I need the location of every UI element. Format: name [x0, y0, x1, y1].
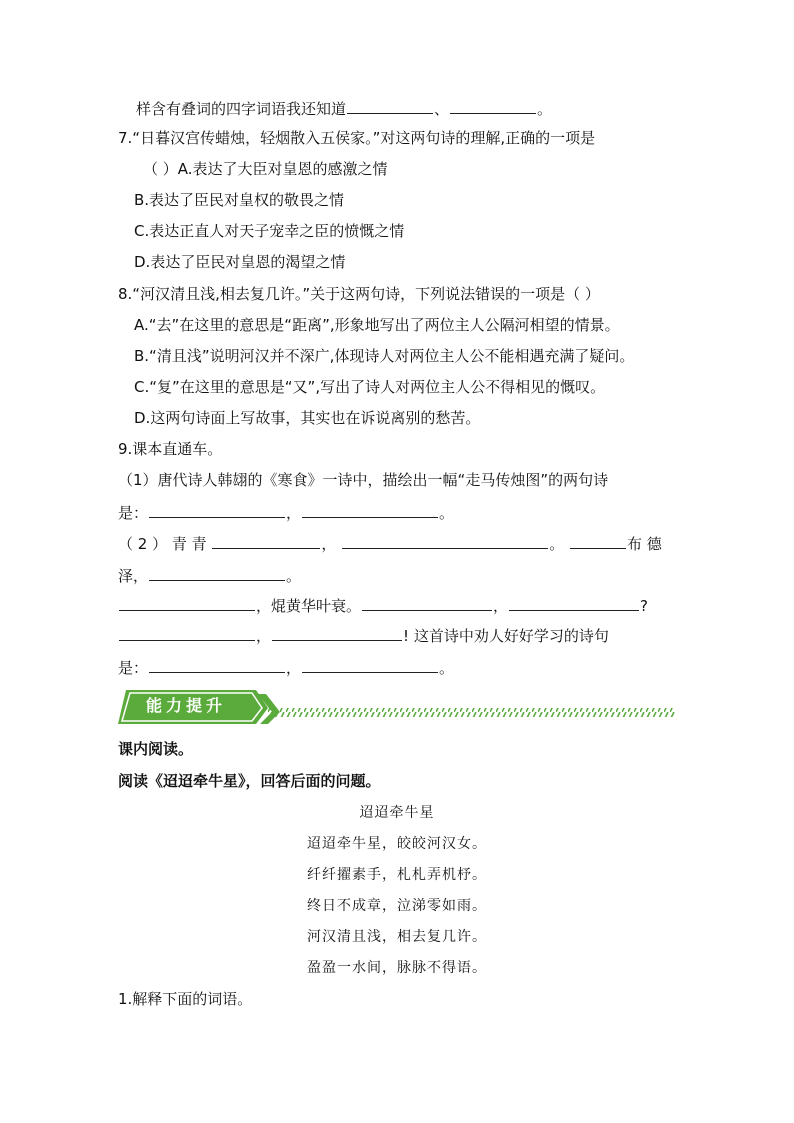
q8-option-d: D.这两句诗面上写故事，其实也在诉说离别的愁苦。 — [134, 409, 481, 427]
q9-p1-blank-2[interactable] — [302, 502, 438, 518]
q9-p2-blank-2[interactable] — [342, 533, 548, 549]
poem-line: 河汉清且浅，相去复几许。 — [307, 929, 487, 945]
q6-blank-2[interactable] — [450, 98, 536, 114]
q8-option-a: A.“去”在这里的意思是“距离”,形象地写出了两位主人公隔河相望的情景。 — [134, 316, 620, 334]
q6-sep: 、 — [434, 100, 450, 118]
q7-option-c: C.表达正直人对天子宠幸之臣的愤慨之情 — [134, 222, 405, 240]
q9-p2-period-2: 。 — [286, 567, 302, 585]
q9-p2-comma-2: ， — [493, 597, 509, 615]
poem-line: 迢迢牵牛星，皎皎河汉女。 — [307, 836, 487, 852]
q9-part1: （1）唐代诗人韩翃的《寒食》一诗中，描绘出一幅“走马传烛图”的两句诗 — [118, 471, 609, 489]
q9-p2-qmark: ? — [640, 597, 648, 615]
q9-title: 9.课本直通车。 — [118, 440, 223, 458]
poem-line: 纤纤擢素手，札札弄机杼。 — [307, 867, 487, 883]
q9-p2-period-3: 。 — [439, 659, 455, 677]
q7-answer-paren[interactable]: （ ） — [143, 160, 178, 178]
q9-p2-blank-7[interactable] — [509, 595, 639, 611]
banner-title: 能力提升 — [145, 696, 226, 715]
q9-p2-comma-4: ， — [286, 659, 302, 677]
q9-p2-prefix: 是： — [118, 659, 149, 677]
q9-p2-period-1: 。 — [549, 535, 565, 553]
q7-stem: 7.“日暮汉宫传蜡烛，轻烟散入五侯家。”对这两句诗的理解,正确的一项是 — [118, 129, 596, 147]
q7-option-a: A.表达了大臣对皇恩的感激之情 — [177, 160, 388, 178]
q9-p1-comma: ， — [286, 504, 302, 522]
reading-question-1: 1.解释下面的词语。 — [118, 990, 253, 1008]
poem-title: 迢迢牵牛星 — [359, 805, 435, 821]
poem-line: 盈盈一水间，脉脉不得语。 — [307, 960, 487, 976]
q9-p1-period: 。 — [439, 504, 455, 522]
q8-option-b: B.“清且浅”说明河汉并不深广,体现诗人对两位主人公不能相遇充满了疑问。 — [134, 347, 635, 365]
q9-p2-comma-1: ， — [321, 535, 337, 553]
q9-p2-blank-10[interactable] — [149, 657, 285, 673]
q6-text: 样含有叠词的四字词语我还知道 — [136, 100, 347, 118]
q6-blank-1[interactable] — [347, 98, 433, 114]
q9-p2-blank-3[interactable] — [570, 533, 626, 549]
q7-option-a-line — [143, 159, 388, 179]
q8-stem: 8.“河汉清且浅,相去复几许。”关于这两句诗，下列说法错误的一项是（ ） — [118, 285, 600, 303]
q9-p2-blank-8[interactable] — [119, 625, 255, 641]
q9-part2-line2 — [118, 565, 301, 586]
q9-p2-wither: ，焜黄华叶衰。 — [256, 597, 362, 615]
q9-p2-blank-11[interactable] — [302, 657, 438, 673]
banner-hatch-strip — [268, 708, 676, 717]
q9-p1-prefix: 是： — [118, 504, 149, 522]
q9-part2-line4 — [118, 625, 609, 646]
q9-p2-bu-de: 布 德 — [627, 535, 662, 553]
q9-p2-comma-3: ， — [256, 627, 272, 645]
q9-p2-label: （ 2 ） 青 青 — [118, 535, 207, 553]
q9-p2-excl: ! — [403, 627, 410, 645]
q9-part1-answer-line — [118, 502, 454, 523]
poem-line: 终日不成章，泣涕零如雨。 — [307, 898, 487, 914]
q9-part2-line1 — [118, 533, 662, 554]
q9-p2-blank-6[interactable] — [362, 595, 492, 611]
q6-line — [136, 98, 552, 119]
q9-p1-blank-1[interactable] — [149, 502, 285, 518]
q9-p2-blank-9[interactable] — [272, 625, 402, 641]
reading-instruction: 阅读《迢迢牵牛星》，回答后面的问题。 — [118, 772, 381, 790]
q6-end: 。 — [537, 100, 553, 118]
q8-option-c: C.“复”在这里的意思是“又”,写出了诗人对两位主人公不得相见的慨叹。 — [134, 378, 606, 396]
q7-option-b: B.表达了臣民对皇权的敬畏之情 — [134, 191, 345, 209]
section-banner — [118, 688, 676, 726]
q7-option-d: D.表达了臣民对皇恩的渴望之情 — [134, 253, 346, 271]
q9-p2-tail: 这首诗中劝人好好学习的诗句 — [413, 627, 609, 645]
reading-heading: 课内阅读。 — [118, 740, 194, 758]
q9-part2-line3 — [118, 595, 648, 616]
q9-p2-blank-1[interactable] — [212, 533, 320, 549]
q9-p2-blank-5[interactable] — [119, 595, 255, 611]
q9-part2-line5 — [118, 657, 454, 678]
q9-p2-ze: 泽， — [118, 567, 149, 585]
q9-p2-blank-4[interactable] — [149, 565, 285, 581]
